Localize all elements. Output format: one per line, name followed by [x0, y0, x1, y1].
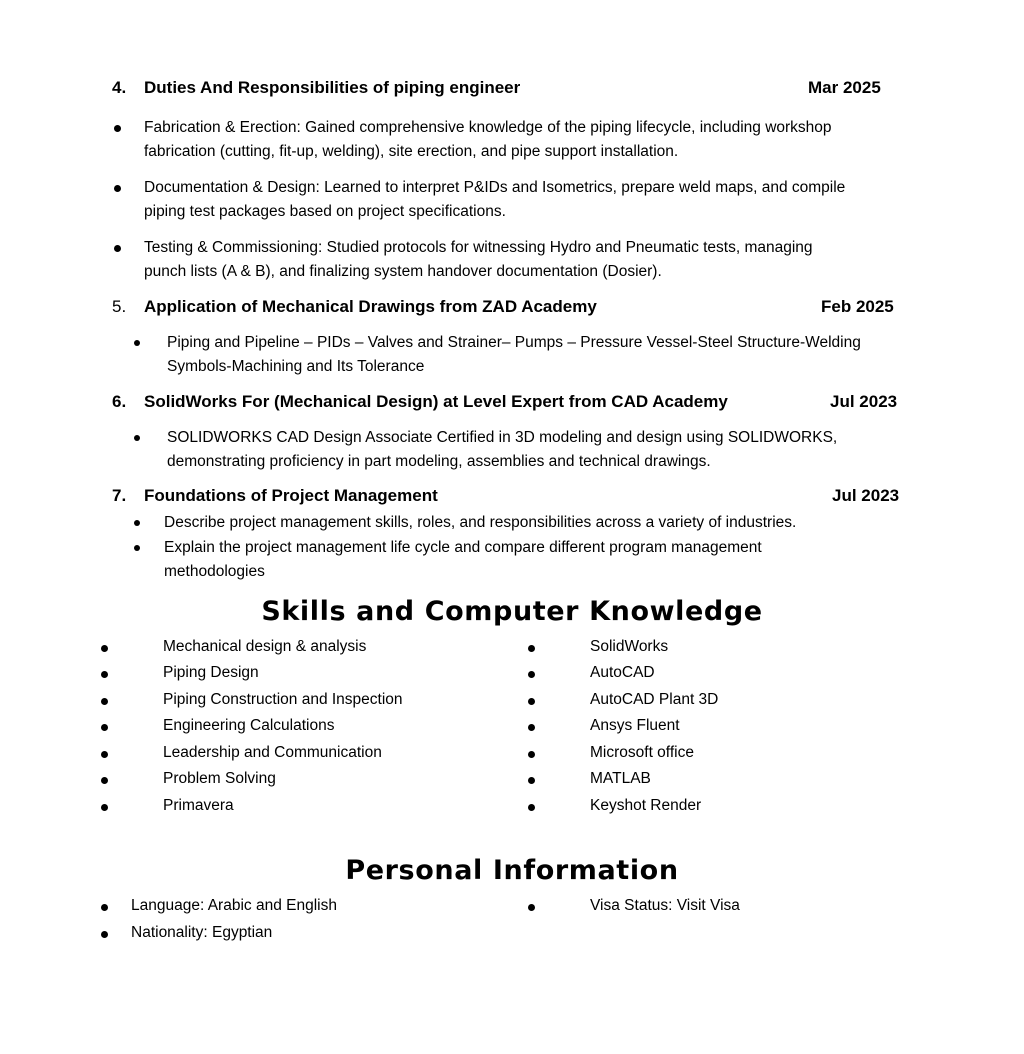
- course-title: Foundations of Project Management: [144, 486, 438, 505]
- bullet-icon: [528, 777, 535, 784]
- list-item: [144, 116, 832, 164]
- list-item-line: punch lists (A & B), and finalizing system handover documentation (Dosier).: [144, 263, 662, 280]
- course-title: Application of Mechanical Drawings from ZAD Academy: [144, 297, 597, 316]
- course-number: 7.: [112, 486, 127, 505]
- skill-item: AutoCAD Plant 3D: [590, 691, 719, 708]
- skill-item: Leadership and Communication: [163, 744, 382, 761]
- skill-item: Mechanical design & analysis: [163, 638, 367, 655]
- list-item-line: demonstrating proficiency in part modeling, assemblies and technical drawings.: [167, 453, 711, 470]
- bullet-icon: [101, 777, 108, 784]
- bullet-icon: [528, 645, 535, 652]
- list-item-line: fabrication (cutting, fit-up, welding), site erection, and pipe support installation.: [144, 143, 679, 160]
- bullet-icon: [134, 435, 140, 441]
- list-item: [144, 176, 845, 224]
- skill-item: Piping Design: [163, 664, 259, 681]
- bullet-icon: [101, 904, 108, 911]
- list-item-line: Piping and Pipeline – PIDs – Valves and Strainer– Pumps – Pressure Vessel-Steel Structure-Welding: [167, 334, 861, 351]
- bullet-icon: [528, 724, 535, 731]
- list-item: [144, 236, 813, 284]
- course-date: Feb 2025: [821, 297, 894, 316]
- skill-item: Problem Solving: [163, 770, 276, 787]
- list-item: [167, 331, 861, 379]
- personal-item: Nationality: Egyptian: [131, 924, 273, 941]
- list-item-line: Explain the project management life cycle and compare different program management: [164, 539, 762, 556]
- bullet-icon: [101, 671, 108, 678]
- personal-heading: Personal Information: [345, 855, 679, 886]
- list-item-line: Documentation & Design: Learned to interpret P&IDs and Isometrics, prepare weld maps, and compile: [144, 179, 846, 196]
- course-number: 6.: [112, 392, 127, 411]
- list-item-line: piping test packages based on project specifications.: [144, 203, 506, 220]
- course-title: Duties And Responsibilities of piping engineer: [144, 78, 521, 97]
- bullet-icon: [134, 520, 140, 526]
- course-date: Mar 2025: [808, 78, 881, 97]
- bullet-icon: [528, 904, 535, 911]
- course-date: Jul 2023: [830, 392, 898, 411]
- list-item-line: Fabrication & Erection: Gained comprehensive knowledge of the piping lifecycle, including workshop: [144, 119, 832, 136]
- course-number: 5.: [112, 297, 127, 316]
- bullet-icon: [528, 751, 535, 758]
- list-item: [167, 426, 837, 474]
- bullet-icon: [528, 671, 535, 678]
- bullet-icon: [134, 545, 140, 551]
- bullet-icon: [101, 645, 108, 652]
- skill-item: Primavera: [163, 797, 234, 814]
- bullet-icon: [528, 804, 535, 811]
- skill-item: SolidWorks: [590, 638, 669, 655]
- list-item-line: SOLIDWORKS CAD Design Associate Certified in 3D modeling and design using SOLIDWORKS,: [167, 429, 838, 446]
- course-date: Jul 2023: [832, 486, 900, 505]
- bullet-icon: [101, 751, 108, 758]
- course-title: SolidWorks For (Mechanical Design) at Level Expert from CAD Academy: [144, 392, 728, 411]
- skill-item: MATLAB: [590, 770, 651, 787]
- bullet-icon: [101, 698, 108, 705]
- list-item-line: methodologies: [164, 563, 265, 580]
- list-item: [164, 536, 762, 584]
- bullet-icon: [101, 724, 108, 731]
- bullet-icon: [101, 804, 108, 811]
- list-item-line: Symbols-Machining and Its Tolerance: [167, 358, 425, 375]
- personal-item: Visa Status: Visit Visa: [590, 897, 740, 914]
- bullet-icon: [528, 698, 535, 705]
- skill-item: Piping Construction and Inspection: [163, 691, 403, 708]
- personal-item: Language: Arabic and English: [131, 897, 337, 914]
- skill-item: Ansys Fluent: [590, 717, 680, 734]
- list-item-line: Testing & Commissioning: Studied protocols for witnessing Hydro and Pneumatic tests, managing: [144, 239, 813, 256]
- bullet-icon: [114, 245, 121, 252]
- skill-item: AutoCAD: [590, 664, 655, 681]
- skill-item: Engineering Calculations: [163, 717, 335, 734]
- list-item-line: Describe project management skills, roles, and responsibilities across a variety of industries.: [164, 514, 797, 531]
- skill-item: Keyshot Render: [590, 797, 702, 814]
- course-number: 4.: [112, 78, 127, 97]
- bullet-icon: [114, 125, 121, 132]
- bullet-icon: [114, 185, 121, 192]
- bullet-icon: [134, 340, 140, 346]
- skill-item: Microsoft office: [590, 744, 694, 761]
- bullet-icon: [101, 931, 108, 938]
- list-item: [164, 511, 796, 535]
- skills-heading: Skills and Computer Knowledge: [261, 596, 763, 627]
